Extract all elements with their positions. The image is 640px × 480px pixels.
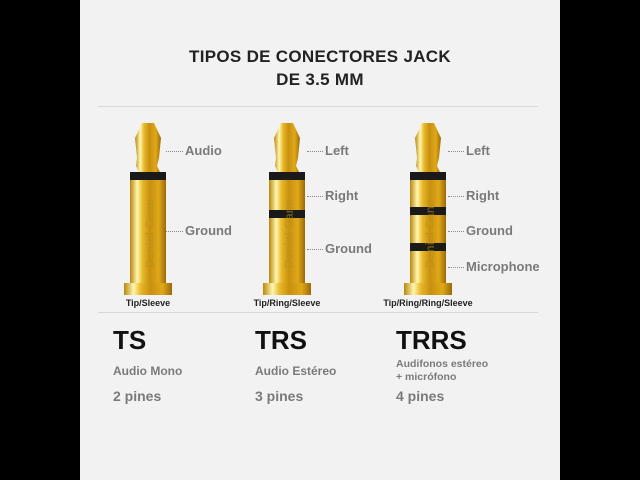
insulator-band	[130, 172, 166, 180]
trs-jack-image	[263, 118, 311, 303]
insulator-band	[410, 172, 446, 180]
jack-flange	[124, 283, 172, 295]
watermark: Daniel Cano	[423, 198, 437, 268]
watermark: Daniel Cano	[282, 198, 296, 268]
divider-top	[98, 106, 538, 107]
trs-caption: Tip/Ring/Sleeve	[253, 298, 321, 308]
trrs-caption: Tip/Ring/Ring/Sleeve	[383, 298, 473, 308]
leader-line	[166, 231, 183, 232]
trrs-jack-image	[404, 118, 452, 303]
leader-line	[448, 196, 464, 197]
ts-jack-image	[124, 118, 172, 303]
trs-heading: TRS	[255, 325, 307, 355]
trs-label-ground: Ground	[325, 241, 372, 256]
leader-line	[166, 151, 183, 152]
ts-label-audio: Audio	[185, 143, 222, 158]
jack-flange	[263, 283, 311, 295]
trs-label-left: Left	[325, 143, 349, 158]
jack-tip	[415, 123, 441, 172]
trrs-label-ground: Ground	[466, 223, 513, 238]
trrs-label-left: Left	[466, 143, 490, 158]
trrs-pins: 4 pines	[396, 388, 445, 404]
jack-tip	[135, 123, 161, 172]
trs-description: Audio Estéreo	[255, 364, 337, 378]
ts-description: Audio Mono	[113, 364, 183, 378]
title-line-2: DE 3.5 MM	[276, 70, 364, 89]
watermark: Daniel Cano	[143, 198, 157, 268]
trrs-heading: TRRS	[396, 325, 467, 355]
leader-line	[307, 249, 323, 250]
trrs-description-line-1: Audifonos estéreo	[396, 358, 489, 370]
leader-line	[307, 151, 323, 152]
trs-label-right: Right	[325, 188, 359, 203]
divider-bottom	[98, 312, 538, 313]
infographic-panel	[80, 0, 560, 480]
leader-line	[448, 151, 464, 152]
leader-line	[448, 231, 464, 232]
trrs-label-microphone: Microphone	[466, 259, 540, 274]
jack-tip	[274, 123, 300, 172]
trrs-label-right: Right	[466, 188, 500, 203]
trrs-description-line-2: + micrófono	[396, 371, 457, 383]
leader-line	[307, 196, 323, 197]
title-line-1: TIPOS DE CONECTORES JACK	[189, 47, 451, 66]
ts-pins: 2 pines	[113, 388, 162, 404]
ts-heading: TS	[113, 325, 147, 355]
ts-caption: Tip/Sleeve	[125, 298, 171, 308]
insulator-band	[269, 172, 305, 180]
jack-flange	[404, 283, 452, 295]
trs-pins: 3 pines	[255, 388, 304, 404]
ts-label-ground: Ground	[185, 223, 232, 238]
leader-line	[448, 267, 464, 268]
